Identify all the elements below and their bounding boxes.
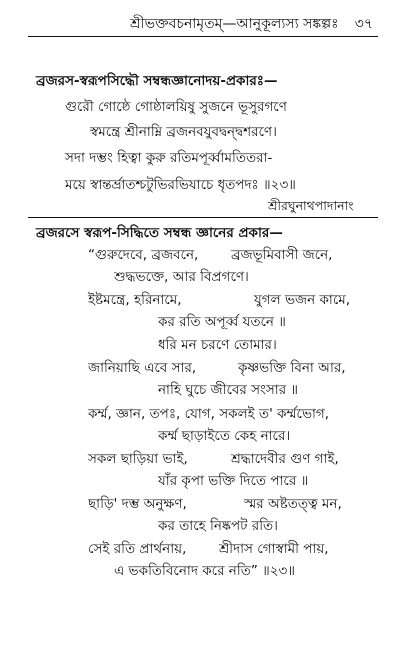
sanskrit-line-4: ময়ে স্বান্তর্ভ্রাতশ্চটুভিরভিযাচে ধৃতপদঃ ॥২৩॥ — [65, 177, 296, 193]
verse-6-c: যাঁর কৃপা ভক্তি দিতে পারে ॥ — [158, 473, 309, 489]
verse-8-b: শ্রীদাস গোস্বামী পায়, — [219, 541, 329, 557]
verse-6-b: শ্রদ্ধাদেবীর গুণ গাই, — [231, 451, 339, 467]
sanskrit-attribution: শ্রীরঘুনাথপাদানাং — [268, 198, 354, 213]
verse-4-b: কৃষ্ণভক্তি বিনা আর, — [238, 360, 346, 376]
verse-1-c: শুদ্ধভক্তে, আর বিপ্রগণে। — [114, 269, 249, 285]
verse-2-b: যুগল ভজন কামে, — [254, 292, 351, 308]
verse-2-a: ইষ্টমন্ত্রে, হরিনামে, — [88, 292, 182, 308]
verse-8-c: এ ভকতিবিনোদ করে নতি” ॥২৩॥ — [114, 563, 295, 579]
sanskrit-line-1: গুরৌ গোষ্ঠে গোষ্ঠালয়িষু সুজনে ভূসুরগণে — [65, 99, 287, 115]
verse-4-a: জানিয়াছি এবে সার, — [88, 360, 197, 376]
running-title: শ্রীভক্তবচনামৃতম্‌—আনুকূল্যস্য সঙ্কল্পঃ — [130, 16, 339, 32]
verse-2-c: কর রতি অপূর্ব্ব যতনে ॥ — [158, 314, 286, 330]
verse-5-full: কর্ম্ম, জ্ঞান, তপঃ, যোগ, সকলই ত' কর্ম্মভোগ, — [88, 406, 330, 422]
section-rule — [28, 217, 378, 218]
verse-3-c: ধরি মন চরণে তোমার। — [158, 337, 277, 353]
verse-5-c: কর্ম্ম ছাড়াইতে কেহ নারে। — [158, 428, 291, 444]
verse-1-a: “গুরুদেবে, ব্রজবনে, — [88, 247, 199, 263]
sanskrit-line-3: সদা দম্ভং হিত্বা কুরু রতিমপূর্ব্বামতিতরা- — [65, 150, 273, 166]
sanskrit-heading: ব্রজরস-স্বরূপসিদ্ধৌ সম্বন্ধজ্ঞানোদয়-প্রকারঃ— — [36, 73, 278, 89]
verse-1-b: ব্রজভূমিবাসী জনে, — [231, 247, 333, 263]
verse-7-a: ছাড়ি' দম্ভ অনুক্ষণ, — [88, 496, 187, 512]
verse-7-b: স্মর অষ্টতত্ত্ব মন, — [244, 496, 342, 512]
verse-7-c: কর তাহে নিষ্কপট রতি। — [158, 518, 279, 534]
bengali-heading: ব্রজরসে স্বরূপ-সিদ্ধিতে সম্বন্ধ জ্ঞানের প্রকার— — [36, 225, 283, 241]
sanskrit-line-2: স্বমন্ত্রে শ্রীনাম্নি ব্রজনবযুবদ্বন্দ্বশরণে। — [90, 124, 277, 140]
verse-4-c: নাহি ঘুচে জীবের সংসার ॥ — [158, 382, 299, 398]
page-number: ৩৭ — [354, 16, 373, 32]
verse-8-a: সেই রতি প্রার্থনায়, — [88, 541, 187, 557]
page-header — [0, 8, 403, 32]
header-rule — [28, 36, 378, 37]
verse-6-a: সকল ছাড়িয়া ভাই, — [88, 451, 188, 467]
